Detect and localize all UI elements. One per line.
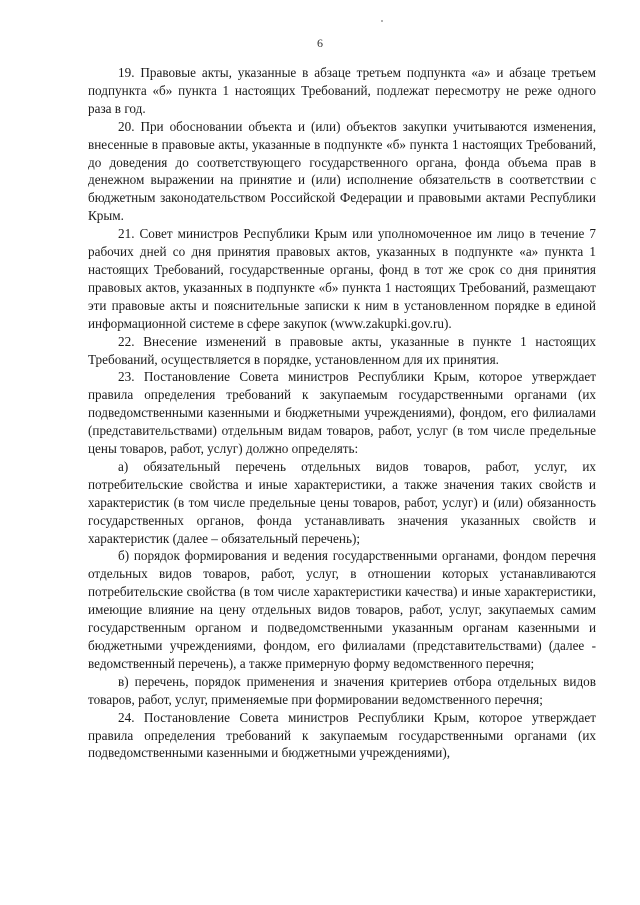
- paragraph-21: 21. Совет министров Республики Крым или уполномоченное им лицо в течение 7 рабочих дней со дня принятия правовых актов, указанных в подпункте «а» пункта 1 настоящих Требований, государственные органы, фонд в тот же срок со дня принятия правовых актов, указанных в подпункте «б» пункта 1 настоящих Требований, размещают эти правовые акты и пояснительные записки к ним в установленном порядке в единой информационной системе в сфере закупок (www.zakupki.gov.ru).: [88, 226, 596, 331]
- paragraph-23-a: а) обязательный перечень отдельных видов товаров, работ, услуг, их потребительские свойства и иные характеристики, а также значения таких свойств и характеристик (в том числе предельные цены товаров, работ, услуг) и (или) обязанность государственных органов, фонда устанавливать значения указанных свойств и характеристик (далее – обязательный перечень);: [88, 458, 596, 546]
- paragraph-23-v: в) перечень, порядок применения и значения критериев отбора отдельных видов товаров, работ, услуг, применяемые при формировании ведомственного перечня;: [88, 673, 596, 707]
- scan-speck: [381, 20, 383, 22]
- page-number: 6: [317, 36, 323, 50]
- paragraph-23-b: б) порядок формирования и ведения государственными органами, фондом перечня отдельных видов товаров, работ, услуг, в отношении которых устанавливаются потребительские свойства (в том числе характеристики качества) и иные характеристики, имеющие влияние на цену отдельных видов товаров, работ, услуг, закупаемых самим государственным органом и подведомственными указанным органам казенными и бюджетными учреждениями, фондом, его филиалами (представительствами) (далее - ведомственный перечень), а также примерную форму ведомственного перечня;: [88, 548, 596, 671]
- paragraph-24: 24. Постановление Совета министров Республики Крым, которое утверждает правила определения требований к закупаемым государственными органами (их подведомственными казенными и бюджетными учреждениями),: [88, 709, 596, 761]
- paragraph-23: 23. Постановление Совета министров Республики Крым, которое утверждает правила определения требований к закупаемым государственными органами (их подведомственными казенными и бюджетными учреждениями), фондом, его филиалами (представительствами) отдельным видам товаров, работ, услуг (в том числе предельные цены товаров, работ, услуг) должно определять:: [88, 369, 596, 457]
- paragraph-22: 22. Внесение изменений в правовые акты, указанные в пункте 1 настоящих Требований, осуществляется в порядке, установленном для их принятия.: [88, 333, 596, 367]
- document-body: [88, 64, 596, 762]
- paragraph-19: 19. Правовые акты, указанные в абзаце третьем подпункта «а» и абзаце третьем подпункта «б» пункта 1 настоящих Требований, подлежат пересмотру не реже одного раза в год.: [88, 65, 596, 116]
- paragraph-20: 20. При обосновании объекта и (или) объектов закупки учитываются изменения, внесенные в правовые акты, указанные в подпункте «б» пункта 1 настоящих Требований, до доведения до соответствующего государственного органа, фонда объема прав в денежном выражении на принятие и (или) исполнение обязательств в соответствии с бюджетным законодательством Российской Федерации и правовыми актами Республики Крым.: [88, 118, 596, 224]
